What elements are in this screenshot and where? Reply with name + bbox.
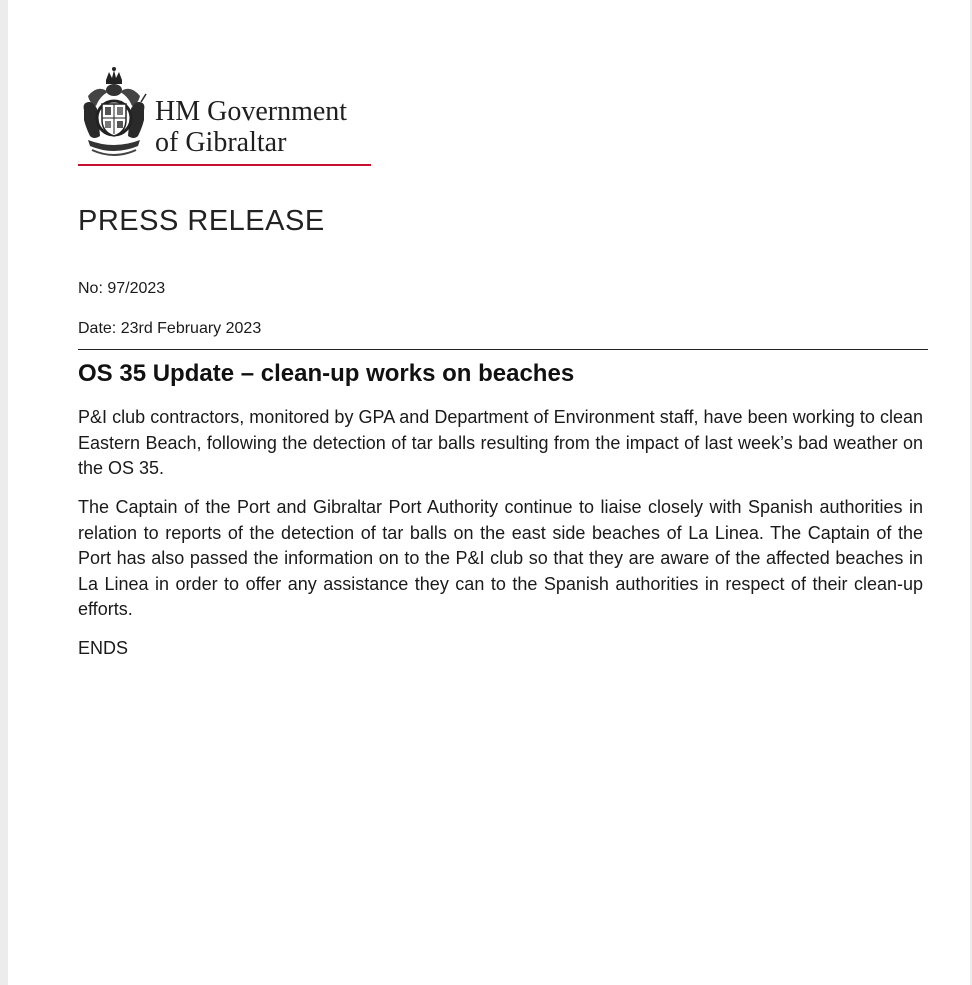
title-divider xyxy=(78,349,928,350)
header-divider xyxy=(78,164,371,166)
document-type-heading: PRESS RELEASE xyxy=(78,205,325,237)
org-name-line1: HM Government xyxy=(155,96,348,127)
ends-marker: ENDS xyxy=(78,638,129,658)
gibraltar-royal-coat-of-arms-icon xyxy=(78,66,150,162)
body-paragraph-2: The Captain of the Port and Gibraltar Port Authority continue to liaise closely with Spanish authorities in relation to reports of the detection of tar balls on the east side beaches of La Linea. The Captain of the Port has also passed the information on to the P&I club so that they are aware of the affected beaches in La Linea in order to offer any assistance they can to the Spanish authorities in respect of their clean-up efforts. xyxy=(78,497,923,619)
document-page xyxy=(8,0,970,985)
body-paragraph-1: P&I club contractors, monitored by GPA and Department of Environment staff, have been working to clean Eastern Beach, following the detection of tar balls resulting from the impact of last week’s bad weather on the OS 35. xyxy=(78,407,923,478)
release-date: Date: 23rd February 2023 xyxy=(78,320,262,337)
release-number: No: 97/2023 xyxy=(78,280,166,297)
press-release-headline: OS 35 Update – clean-up works on beaches xyxy=(78,360,575,387)
organization-name xyxy=(155,96,347,158)
org-name-line2: of Gibraltar xyxy=(155,127,287,158)
